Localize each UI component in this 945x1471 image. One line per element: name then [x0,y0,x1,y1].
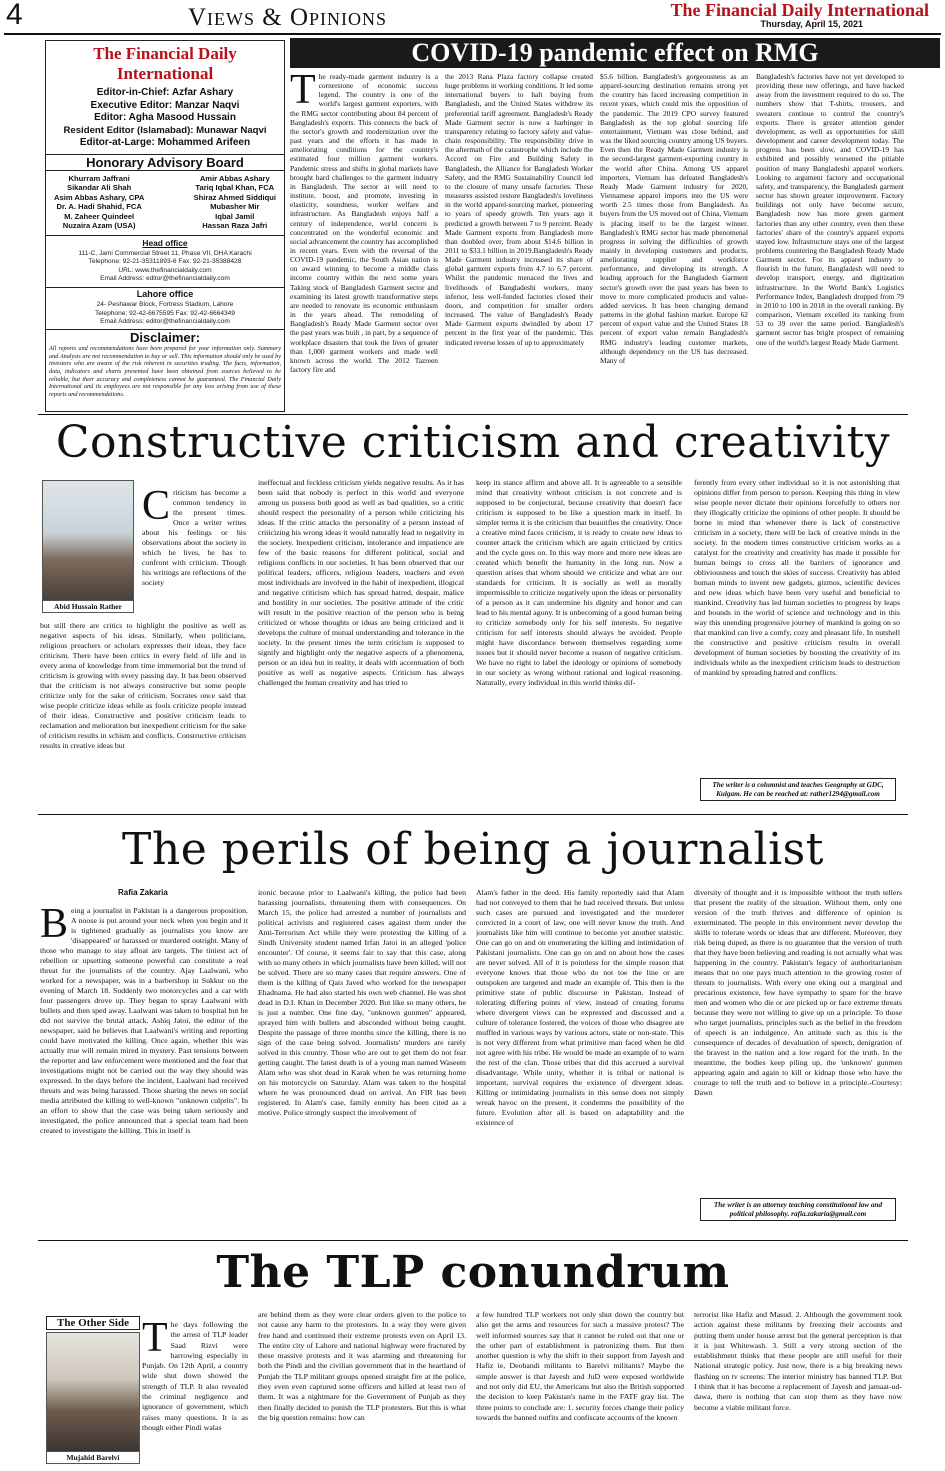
article-text: the 2013 Rana Plaza factory collapse created huge problems in working conditions. It led some international buyers to halt buying from Bangladesh, and the United States withdrew its preferential tariff agreement. Bangladesh's Ready Made Garment sector is now a harbinger in transparency relating to factory safety and value-chain responsibility. The responsibility drive in the aftermath of the catastrophe which include the Accord on Fire and Building Safety in Bangladesh, the Alliance for Bangladesh Worker Safety, and the RMG Sustainability Council led to the closure of many unsafe factories. These measures assisted restore Bangladesh's loveliness in the world apparel-sourcing market, pioneering to years of speedy growth. Ten years ago it predicted a growth between 7 to 9 percent. Ready Made Garment exports from Bangladesh more than doubled over, from about $14.6 billion in 2011 to $33.1 billion in 2019.Bangladesh's Ready Made Garment industry increased its share of global garment exports from 4.7 to 6.7 percent. Whilst the pandemic menaced the lives and livelihoods of Bangladeshi workers, many inferior, less well-funded factories closed their doors, and competition for smaller orders increased. The value of Bangladesh's Ready Made Garment exports dwindled by about 17 percent in the first year of the pandemic. This indicated reverse losses of up to approximately [445,72,593,347]
journalist-headline: The perils of being a journalist [122,824,824,875]
editor-line: Editor-in-Chief: Azfar Ashary [96,87,234,98]
covid-column-1 [290,72,438,410]
tlp-column-1 [142,1320,248,1466]
author-photo [42,480,134,613]
covid-headline: COVID-19 pandemic effect on RMG [290,38,940,68]
dropcap: T [142,1320,168,1361]
column-name: The Other Side [46,1316,140,1330]
office-email: Email Address: editor@thefinancialdaily.com [100,317,230,325]
advisor-name: Tariq Iqbal Khan, FCA [195,183,275,193]
tlp-column-2 [258,1310,466,1466]
advisor-name: Iqbal Jamil [215,211,255,221]
masthead-box [45,40,285,412]
author-note: The writer is an attorney teaching constitutional law and political philosophy. rafia.zakaria@gmail.com [700,1198,896,1221]
covid-column-2 [445,72,593,410]
advisory-board-title: Honorary Advisory Board [46,154,284,171]
editor-line: Executive Editor: Manzar Naqvi [90,99,240,111]
article-text: but still there are critics to highlight the positive as well as negative aspects of his ideas. Similarly, when politicians, religious preachers or scholars expresses their ideas, they face criticism. There have been critics in every field of life and in every arena of knowledge from time immemorial but the trend of criticism is growing with every passing day. It has been observed that the criticism is not always constructive but some people criticize only for the sake of criticism. Socrates once said that wise people criticize ideas while as fools criticize people instead of their ideas. Constructive and positive criticism leads to reclamation and melioration but inexpedient criticism for the sake of criticism results in schism and conflicts. Constructive criticism results in creative ideas but [40,621,246,750]
advisor-name: Hassan Raza Jafri [202,221,268,231]
dropcap: T [290,72,316,113]
article-text: ferently from every other individual so it is not astonishing that opinions differ from person to person. Keeping this thing in view wise people never dictate their opinions forcefully to others nor they illogically criticize the opinions of other people. It should be borne in mind that whenever there is lack of constructive criticism in a society, there will be lack of creative minds in the society. In the modern times constructive criticism works as a catalyst for the creativity and creativity has made it possible for human beings to cross all the barriers of ignorance and obliviousness and touch the skies of success. Creativity has abled human minds to invent new gadgets, gizmos, scientific devices and new ideas which have been very useful and beneficial to mankind. Creativity has led human societies to progress by leaps and bounds in the world of science and technology and in this way this unending progressive journey of mankind is going on so that mankind can live a comfy, cozy and pleasant life. In nutshell the constructive and positive criticism results in overall development of human societies by boosting the creativity of its individuals while as the inexpedient criticism leads to destruction of mankind by spreading hatred and conflicts. [694,478,900,677]
article-text: $5.6 billion. Bangladesh's gorgeousness as an apparel-sourcing destination remains strong yet the country has faced increasing competition in recent years, which could mix the opposition of the pandemic. The 2019 CPO survey featured Bangladesh as the top global sourcing life entertainment, Vietnam was close behind, and was the liked sourcing country among US buyers. Even then the Ready Made Garment industry is the second-largest garment-exporting country in the world after China. Among US apparel importers, Vietnam has defeated Bangladesh's Ready Made Garment industry for 2020, Vietnamese apparel imports into the US were worth 2.5 times those from Bangladesh. As buyers from the US moved out of China, Vietnam is placing itself to be the largest winner. Bangladesh's RMG sector has made phenomenal progress in solving the difficulties of growth mainly in developing customers and products, ameliorating supplier and workforce performance, and developing its strength. A leading approach for the Bangladesh Garment sector's growth over the past years has been to move to more complicated products and value-added services. It has been changing demand patterns in the global fashion market. Europe 62 percent of export value and the United States 18 percent of export value remain Bangladesh's RMG industry's leading customer markets, although dependency on the US has decreased. Many of [600,72,748,365]
article-text: Bangladesh's factories have not yet developed to providing these new offerings, and have backed away from the investment required to do so. The numbers show that T-shirts, trousers, and sweaters continue to control the country's exports. There is greater attention gender development, as well as opportunities for skill development and career development today. The progress has been slow, and COVID-19 has exhibited and possibly worsened the pitiable position of many Bangladeshi apparel workers. Looking to argument factory and occupational safety, and transparency, the Bangladesh garment sector has shown greater improvement. Factory buildings not only have become secure, Bangladesh now has more green garment factories than any other country, even then these factories' share of the country's apparel exports stayed low. Infrastructure stays one of the largest problems countering the Bangladesh Ready Made Garment sector. For its apparel industry to flourish in the future, Bangladesh will need to develop transport, energy, and digitization infrastructure. In the World Bank's Logistics Performance Index, Bangladesh dropped from 79 in 2010 to 100 in 2018 in the overall ranking. By comparison, Vietnam excelled its ranking from 53 to 39 over the same period. Bangladesh's garment sector has bright prospect of remaining one of the world's largest Ready Made Garment. [756,72,904,347]
article-text: he days following the the arrest of TLP leader Saad Rizvi were harrowing especially in Punjab. On 12th April, a country wide shut down showed the strength of TLP. It also revealed the criminal negligence and ignorance of government, which raises many questions. It is as though either Pindi walas [142,1320,248,1432]
tlp-column-3 [476,1310,684,1466]
article-text: diversity of thought and it is impossible without the truth tellers that present the reality of the situation. Without them, only one version of the truth thrives and difference of opinion is exterminated. The people in this environment never develop the skills to tolerate words or ideas that are different. Moreover, they risk being duped, as there is no guarantee that the version of truth that they have been believing and reading is not actually what was happening in the country. Pakistan's legacy of authoritarianism means that no one pays much attention to the growing roster of threats to journalists. With every one eking out a marginal and precarious existence, few have sympathy to spare for the brave men and women who die or are picked up or face extreme threats because they were not willing to give up on a principle. To those who target journalists, principles such as the belief in the freedom of speech is an indulgence. An attitude such as this is the consequence of decades of devaluation of speech, denigration of the bravest in the nation and a low regard for the truth. In the meantime, the bodies keep piling up, the 'unknown' gunmen appearing again and again to kill or kidnap those who have the courage to tell the truth and to believe in a principle.-Courtesy: Dawn [694,888,902,1097]
section-divider [38,814,908,815]
issue-date: Thursday, April 15, 2021 [760,19,863,29]
byline: Rafia Zakaria [118,888,168,897]
article-text: Alam's father in the deed. His family reportedly said that Alam had not conveyed to them that he had received threats. But unless such cases are pursued and investigated and the murderer convicted in a court of law, one will never know the truth. And journalists like him will continue to become yet another statistic. One can go on and on enumerating the killing and intimidation of Pakistani journalists. One can go on and on about how the cases are never solved. All of it is pointless for the simple reason that everyone knows that those who do not toe the line or are outspoken are targeted and made an example of. This then is the primitive state of public discourse in Pakistan. Instead of tolerating differing points of view, instead of creating forums where divergent views can be expressed and discussed and a culture of tolerance fostered, the voices of those who disagree are muffled in various ways by various actors, state or non-state. This is not very different from what primitive man faced when he did not agree with his tribe. He would be made an example of to warn the rest of the clan. Those tribes that did this accrued a survival disadvantage. While unity, whether it is tribal or national is important, survival requires the existence of divergent ideas. Killing or intimidating journalists in this sense does not simply wreak havoc on the present, it condemns the possibility of the future. Evolution after all is based on adaptability and the existence of [476,888,684,1127]
advisor-name: Nuzaira Azam (USA) [62,221,136,231]
page-number: 4 [6,0,23,31]
journalist-column-2 [258,888,466,1236]
editor-line: Editor-at-Large: Mohammed Arifeen [79,137,251,148]
advisor-name: Mubasher Mir [210,202,260,212]
article-text: a few hundred TLP workers not only shut down the country but also get the arms and resources for such a massive protest? The well informed sources say that it cannot be ruled out that one or the other part of establishment is patronizing them. But then another question is why the shift in their support from Jayesh and Hafiz ie, Deobandi militants to Barelvi militants? Maybe the simple answer is that Jayesh and JuD were exposed worldwide and not only did EU, the Americans but also the British supported the decision to keep Pakistan's name in the FATF gray list. The three points to conclude are: 1. security forces change their policy towards the banned outfits and confiscate accounts of the known [476,1310,684,1422]
advisors-left-column [54,174,144,232]
disclaimer-text: All reports and recommendations have been prepared for your information only. Summary and Analysis are not recommendation to buy or sell. This information should only be used by investors who are aware of the risk inherent in securities trading. The facts, information, data, indicators and charts presented have been obtained from sources believed to be reliable, but their accuracy and completeness cannot be guaranteed. The Financial Daily International and its employees are not responsible for any loss arising from use of these reports and recommendations. [49,345,281,398]
journalist-column-4 [694,888,902,1193]
lahore-office-title: Lahore office [46,287,284,299]
tlp-headline: The TLP conundrum [216,1247,730,1298]
photo-caption: Abid Hussain Rather [43,600,133,612]
criticism-column-1 [40,621,246,809]
article-text: keep its stance affirm and above all. It is agreeable to a sensible mind that creativity without criticism is not concrete and is supposed to be conjectural, because creativity that doesn't face criticism is supposed to be like a question mark in itself. In simpler terms it is the criticism that beautifies the creativity. Once a creative mind faces criticism, it is ready to create new ideas to counter attack the criticism which are again criticized by critics and the cycle goes on. In this way more and more new ideas are created which benefit the humanity in the long run. Now a question arises that whom should we criticize and what are our standards for criticism. It is socially as well as morally impermissible to criticize negatively upon the ideas or personality of a person as it can undermine his dignity and honor and can lead to his mental agony. It is unbecoming of a good human being to criticize somebody only for his self interests. So negative criticism for self interests should always be avoided. People might have discordance between themselves regarding some issues but it should never become a reason of negative criticism. We have no right to label the ideology or opinions of somebody in our society as wrong without rational and logical reasoning. Naturally, every individual in this world thinks dif- [476,478,682,687]
section-divider [38,1240,908,1241]
article-text: terrorist like Hafiz and Masud. 2. Although the government took action against these militants by freezing their accounts and putting them under house arrest but the general perception is that it is just Whitewash. 3. Still a very strong section of the establishment thinks that these people are still useful for their National strategic policy. Just now, there is a big breaking news flashing on tv screens: The interior ministry has banned TLP. But I think that it has become a replacement of Jayesh and jamaat-ud-dawa, there is nothing that can stop them as they have now become a viable militant force. [694,1310,902,1412]
photo-caption: Mujahid Barelvi [47,1451,139,1463]
article-text: riticism has become a common tendency in the present times. Once a writer writes about his feelings or his observations about the society in which he lives, he has to confront with criticism. Though his writings are reflections of the society [142,488,246,587]
office-line: 24- Peshawar Block, Fortress Stadium, Lahore [96,301,234,309]
article-text: he ready-made garment industry is a cornerstone of economic success legend. The country is one of the world's largest garment exporters, with the RMG sector contributing about 84 percent of Bangladesh's exports. This connects the back of the sector's growth and modernization over the past years and the efforts it has made in ameliorating conditions for the country's estimated four million garment workers. Pandemic stress and shifts in global markets have brought hard challenges to the garment industry in Bangladesh. The sector at will need to institute, boost, and promote, investing in elasticity, soundness, worker welfare and infrastructure. As Bangladesh enjoys half a century of independence, world concern is concentrated on the wonderful economic and social advancement the country has accomplished in recent years. Even with the reversal of the COVID-19 pandemic, the South Asian nation is on award winning to become a middle class income country within the next some years Taking stock of Bangladesh Garment sector and examining its latest growth transformative steps are needed to renovate its economic enthusiasm in the years ahead. The remodeling of Bangladesh's Ready Made Garment sector over the past years was built , in part, by a sequence of workplace disasters that took the lives of greater than 1,000 garment workers and made well known across the world. The 2012 Tazreen factory fire and [290,72,438,374]
office-url: URL: www.thefinancialdaily.com [118,266,212,274]
office-line: Telephone: 92-21-35311893-6 Fax: 92-21-35388428 [88,258,242,266]
article-text: are behind them as they were clear orders given to the police to not cause any harm to the protestors. In a way they were given free hand and continued their extreme protests even on April 13. The entire city of Lahore and national highway were fractured by these massive protests and it was alarming and threatening for both the Pindi and the civilian government that in the heartland of Punjab the TLP militant groups opened straight fire at the police, they even even captured some officers and killed at least two of them. It was a nightmare for the Government of Punjab as they then finally decided to punish the TLP protesters. But this is what the big question remains: how can [258,1310,466,1422]
advisor-name: Khurram Jaffrani [68,173,130,183]
masthead-brand: The Financial Daily International [93,44,237,83]
advisor-name: Asim Abbas Ashary, CPA [54,192,145,202]
advisor-name: Shiraz Ahmed Siddiqui [193,192,276,202]
editor-list [46,87,284,150]
section-title: Views & Opinions [188,4,388,31]
paper-name: The Financial Daily International [670,0,929,20]
criticism-headline: Constructive criticism and creativity [55,417,891,468]
office-line: 111-C, Jami Commercial Street 11, Phase VII, DHA Karachi [78,250,252,258]
office-email: Email Address: editor@thefinancialdaily.com [100,274,230,282]
criticism-intro [142,488,246,620]
criticism-column-3 [476,478,682,809]
advisor-name: Dr. A. Hadi Shahid, FCA [56,202,142,212]
advisory-board-list [46,174,284,232]
criticism-column-2 [258,478,464,809]
advisor-name: Sikandar Ali Shah [67,183,132,193]
article-text: eing a journalist in Pakistan is a dangerous proposition. A noose is put around your neck when you begin and it is tightened gradually as journalists you know are 'disappeared' or harassed or murdered outright. Many of those who manage to stay afloat are targets. The tiniest act of rebellion or upsetting someone powerful can constitute a real threat for the journalists of the country. Ajay Laalwani, who worked for a newspaper, was in a barbershop in Sukkur on the evening of March 18. Suddenly two motorcycles and a car with four passengers drove up. They began to spray Laalwani with bullets and then sped away. Laalwani was taken to hospital but he did not survive the brutal attack. Ashiq Jatoi, the editor of the newspaper, said he believes that Laalwani's writing and reporting could have motivated the killing. Once again, whether this was actually true will remain mired in mystery. Past tensions between the reporter and law enforcement were mentioned and the fear that investigations might not be carried out the way they should was expressed. In the days before the incident, Laalwani had received threats and was being harassed. Those sharing the news on social media attributed the killing to well-known "unknown culprits". In an effort to show that the case was being taken seriously and investigated, the police announced that a special team had been created to investigate the killing. This in itself is [40,906,248,1135]
office-line: Telephone: 92-42-6675595 Fax: 92-42-6664349 [94,309,236,317]
advisors-right-column [194,174,276,232]
tlp-column-4 [694,1310,902,1466]
covid-column-3 [600,72,748,410]
advisor-name: M. Zaheer Quindeel [64,211,135,221]
journalist-column-1 [40,906,248,1236]
author-photo [46,1332,140,1464]
disclaimer-title: Disclaimer: [46,329,284,345]
head-office-title: Head office [46,235,284,248]
journalist-column-3 [476,888,684,1236]
article-text: ironic because prior to Laalwani's killing, the police had been harassing journalists, threatening them with consequences. On March 15, the police had arrested a number of journalists and political activists and registered cases against them under the Anti-Terrorism Act while they were protesting the killing of a Sindh University student named Irfan Jatoi in an alleged 'police encounter'. Of course, it seems fair to say that this case, along with so many others in which journalists have been killed, will not be solved. There are so many cases that require answers. One of them is the killing of Qais Javed who worked for the newspaper Ehadnama. He had also started his own web channel. He was shot dead in D.I. Khan in December 2020. But like so many others, he is just a number. One fine day, "unknown gunmen" appeared, sprayed him with bullets and absconded without being caught. Despite the passage of three months since the killing, there is no sign of the case being solved. Journalists' murders are rarely solved in this country. Those who are out to get them do not fear getting caught. The latest death is of a young man named Waseem Alam who was shot dead in Karak when he was returning home on his motorcycle on Saturday. Alam was taken to the hospital where he was pronounced dead on arrival. An FIR has been registered. In Alam's case, family enmity has been cited as a motive. Police strongly suspect the involvement of [258,888,466,1117]
dropcap: B [40,906,69,947]
advisor-name: Amir Abbas Ashary [199,173,270,183]
header-rule [4,33,941,35]
covid-column-4 [756,72,904,410]
article-text: ineffectual and feckless criticism yields negative results. As it has been said that nobody is perfect in this world and everyone among us possess both good as well as bad qualities, so a critic should respect the personality of a person while criticizing his ideas. If the critic attacks the personality of a person instead of criticizing his wrong ideas it would naturally lead to negativity in the society. Inexpedient criticism, intolerance and impatience are few of the basic reasons for different political, social and religious conflicts in our societies. It has been observed that our political leaders, officers, religious leaders, teachers and even most individuals are involved in the habit of inexpedient, illogical and negative criticism which has spread hatred, despair, malice and hostility in our societies. The positive attitude of the critic will result in the positive reaction of the person who is being criticized or whose thoughts or ideas are being criticized and it develops the culture of mutual understanding and tolerance in the society. In the present times the term criticism is supposed to signify and highlight only the negative aspects of a phenomena, person or an idea but in reality, it deals with accentuation of both positive as well as negative aspects. Criticism has always challenged the human creativity and has tried to [258,478,464,687]
editor-line: Resident Editor (Islamabad): Munawar Naqvi [63,124,267,136]
dropcap: C [142,488,171,529]
author-note: The writer is a columnist and teaches Geography at GDC, Kulgam. He can be reached at: rather1294@gmail.com [700,778,896,801]
criticism-column-4 [694,478,900,776]
editor-line: Editor: Agha Masood Hussain [94,112,236,123]
